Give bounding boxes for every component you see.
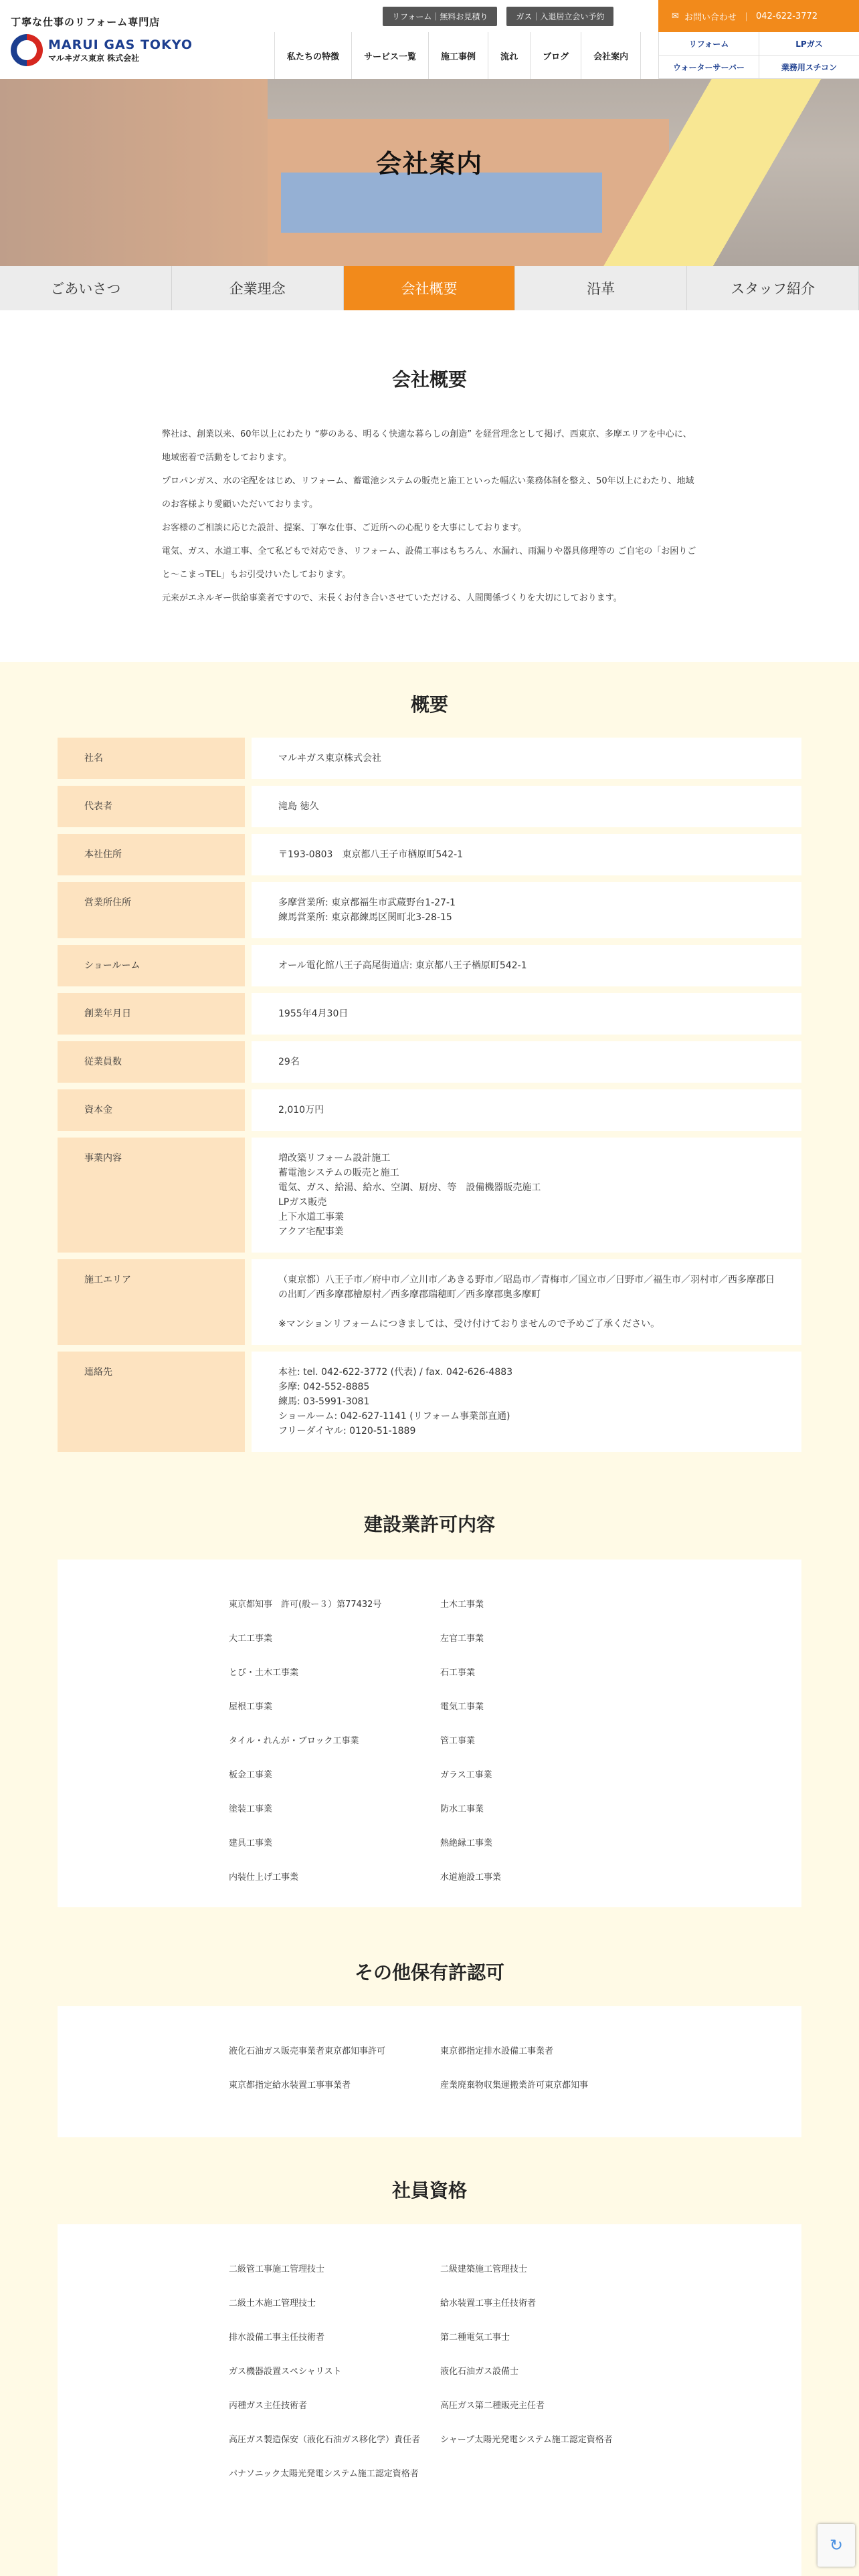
construction-permit-item: 左官工事業 [440,1634,484,1644]
overview-row-label: 資本金 [58,1089,245,1131]
overview-row-value: 本社: tel. 042-622-3772 (代表) / fax. 042-626-4883 多摩: 042-552-8885 練馬: 03-5991-3081 ショールーム: 042-627-1141 (リフォーム事業部直通) フリーダイヤル: 0120-51-1889 [252,1352,801,1452]
qualification-item: 二級土木施工管理技士 [229,2298,316,2309]
overview-row [58,945,801,986]
qualification-item: パナソニック太陽光発電システム施工認定資格者 [229,2469,419,2479]
tagline: 丁寧な仕事のリフォーム専門店 [11,16,161,28]
qualification-item: 丙種ガス主任技術者 [229,2401,308,2411]
overview-row-label: 創業年月日 [58,993,245,1035]
tab-overview[interactable]: 会社概要 [344,266,516,310]
nav-company[interactable]: 会社案内 [581,32,641,79]
qualification-item: ガス機器設置スペシャリスト [229,2367,342,2377]
overview-row-value: オール電化館八王子高尾街道店: 東京都八王子楢原町542-1 [252,945,801,986]
overview-table [58,738,801,1459]
site-header [0,0,859,79]
subnav-steam-convection[interactable]: 業務用スチコン [759,56,859,79]
overview-row-label: 従業員数 [58,1041,245,1083]
overview-row-value: 29名 [252,1041,801,1083]
intro-paragraph: 元来がエネルギー供給事業者ですので、末長くお付き合いさせていただける、人間関係づくりを大切にしております。 [162,593,622,603]
nav-cases[interactable]: 施工事例 [429,32,488,79]
overview-row-label: 社名 [58,738,245,779]
construction-permit-item: タイル・れんが・ブロック工事業 [229,1736,359,1746]
intro-paragraph: お客様のご相談に応じた設計、提案、丁寧な仕事、ご近所への心配りを大事にしております。 [162,523,527,533]
overview-row [58,1138,801,1253]
overview-row-label: 連絡先 [58,1352,245,1452]
section-tabs [0,266,859,310]
overview-row-value: （東京都）八王子市／府中市／立川市／あきる野市／昭島市／青梅市／国立市／日野市／福生市／羽村市／西多摩郡日の出町／西多摩郡檜原村／西多摩郡瑞穂町／西多摩郡奥多摩町 ※マンションリフォームにつきましては、受け付けておりませんので予めご了承ください。 [252,1259,801,1345]
qualification-item: 二級管工事施工管理技士 [229,2264,325,2274]
contact-label: お問い合わせ [684,12,737,23]
overview-row-label: 事業内容 [58,1138,245,1253]
overview-row [58,738,801,779]
intro-section [0,310,859,662]
overview-row [58,993,801,1035]
qualification-item: 第二種電気工事士 [440,2333,510,2343]
overview-title: 概要 [410,693,448,716]
overview-row [58,834,801,875]
construction-permit-item: 板金工事業 [229,1770,273,1780]
qualification-item: 給水装置工事主任技術者 [440,2298,537,2309]
overview-row-label: 営業所住所 [58,882,245,938]
overview-row [58,1259,801,1345]
other-permit-item: 液化石油ガス販売事業者東京都知事許可 [229,2046,386,2056]
nav-blog[interactable]: ブログ [531,32,581,79]
contact-divider: ｜ [741,12,751,23]
overview-row-label: 本社住所 [58,834,245,875]
nav-services[interactable]: サービス一覧 [352,32,429,79]
overview-row [58,882,801,938]
construction-permit-item: 東京都知事 許可(般ー３）第77432号 [229,1600,382,1610]
logo-ja: マルヰガス東京 株式会社 [48,53,140,63]
contact-button[interactable] [658,0,859,32]
nav-features[interactable]: 私たちの特徴 [275,32,352,79]
qualifications-title: 社員資格 [391,2179,467,2202]
logo-icon [11,34,43,66]
mail-icon: ✉ [672,11,679,21]
other-permit-item: 産業廃棄物収集運搬業許可東京都知事 [440,2080,589,2090]
construction-card [58,1560,801,1907]
overview-row-label: ショールーム [58,945,245,986]
overview-row [58,1089,801,1131]
other-permits-list [229,2045,652,2113]
other-permits-title: その他保有許認可 [354,1961,504,1983]
construction-permit-item: 土木工事業 [440,1600,484,1610]
qualification-item: 液化石油ガス設備士 [440,2367,519,2377]
overview-row-value: 1955年4月30日 [252,993,801,1035]
construction-list [229,1598,652,1905]
contact-phone: 042-622-3772 [755,11,818,21]
hero-banner [0,79,859,266]
main-nav [274,32,641,79]
overview-row-value: 滝島 徳久 [252,786,801,827]
overview-row-value: 増改築リフォーム設計施工 蓄電池システムの販売と施工 電気、ガス、給湯、給水、空調、厨房、等 設備機器販売施工 LPガス販売 上下水道工事業 アクア宅配事業 [252,1138,801,1253]
intro-paragraph: 弊社は、創業以来、60年以上にわたり “夢のある、明るく快適な暮らしの創造” を経営理念として掲げ、西東京、多摩エリアを中心に、地域密着で活動をしております。 [162,429,692,463]
overview-row-value: 多摩営業所: 東京都福生市武蔵野台1-27-1 練馬営業所: 東京都練馬区関町北3-28-15 [252,882,801,938]
construction-permit-item: とび・土木工事業 [229,1668,299,1678]
intro-text [162,423,697,610]
brand[interactable] [11,15,193,66]
construction-permit-item: 大工工事業 [229,1634,273,1644]
qualifications-list [229,2263,652,2502]
construction-permit-item: 屋根工事業 [229,1702,273,1712]
recaptcha-icon[interactable]: ↻ [818,2524,855,2567]
qualification-item: シャープ太陽光発電システム施工認定資格者 [440,2435,613,2445]
construction-title: 建設業許可内容 [363,1513,495,1535]
construction-permit-item: 建具工事業 [229,1838,273,1848]
construction-permit-item: 塗装工事業 [229,1804,273,1814]
reform-estimate-button[interactable]: リフォーム｜無料お見積り [383,7,497,26]
construction-permit-item: 防水工事業 [440,1804,484,1814]
overview-row [58,786,801,827]
other-permit-item: 東京都指定給水装置工事事業者 [229,2080,351,2090]
subnav-water-server[interactable]: ウォーターサーバー [658,56,759,79]
overview-row-value: 〒193-0803 東京都八王子市楢原町542-1 [252,834,801,875]
subnav-reform[interactable]: リフォーム [658,32,759,56]
overview-row-value: 2,010万円 [252,1089,801,1131]
overview-row-label: 代表者 [58,786,245,827]
qualification-item: 高圧ガス第二種販売主任者 [440,2401,545,2411]
tab-philosophy[interactable]: 企業理念 [172,266,344,310]
logo-en: MARUI GAS TOKYO [48,37,193,52]
construction-permit-item: ガラス工事業 [440,1770,492,1780]
page-title: 会社案内 [375,149,483,179]
subnav-lpgas[interactable]: LPガス [759,32,859,56]
construction-permit-item: 管工事業 [440,1736,476,1746]
intro-paragraph: 電気、ガス、水道工事、全て私どもで対応でき、リフォーム、設備工事はもちろん、水漏れ、雨漏りや器具修理等の ご自宅の「お困りごと〜こまっTEL」もお引受けいたしております。 [162,546,696,580]
tab-greeting[interactable]: ごあいさつ [0,266,172,310]
overview-row [58,1041,801,1083]
overview-row [58,1352,801,1452]
intro-title: 会社概要 [391,368,467,391]
qualification-item: 二級建築施工管理技士 [440,2264,528,2274]
qualification-item: 排水設備工事主任技術者 [229,2333,325,2343]
overview-row-label: 施工エリア [58,1259,245,1345]
other-permit-item: 東京都指定排水設備工事業者 [440,2046,554,2056]
construction-permit-item: 水道施設工事業 [440,1872,502,1883]
construction-permit-item: 内装仕上げ工事業 [229,1872,299,1883]
other-permits-card [58,2006,801,2137]
gas-reservation-button[interactable]: ガス｜入退居立会い予約 [506,7,613,26]
tab-staff[interactable]: スタッフ紹介 [687,266,859,310]
construction-permit-item: 熱絶縁工事業 [440,1838,493,1848]
intro-paragraph: プロパンガス、水の宅配をはじめ、リフォーム、蓄電池システムの販売と施工といった幅広い業務体制を整え、50年以上にわたり、地域のお客様より愛顧いただいております。 [162,476,694,510]
overview-row-value: マルヰガス東京株式会社 [252,738,801,779]
qualifications-card [58,2224,801,2576]
construction-permit-item: 石工事業 [440,1668,476,1678]
nav-flow[interactable]: 流れ [488,32,531,79]
construction-permit-item: 電気工事業 [440,1702,484,1712]
qualification-item: 高圧ガス製造保安（液化石油ガス移化学）責任者 [229,2435,421,2445]
tab-history[interactable]: 沿革 [515,266,687,310]
